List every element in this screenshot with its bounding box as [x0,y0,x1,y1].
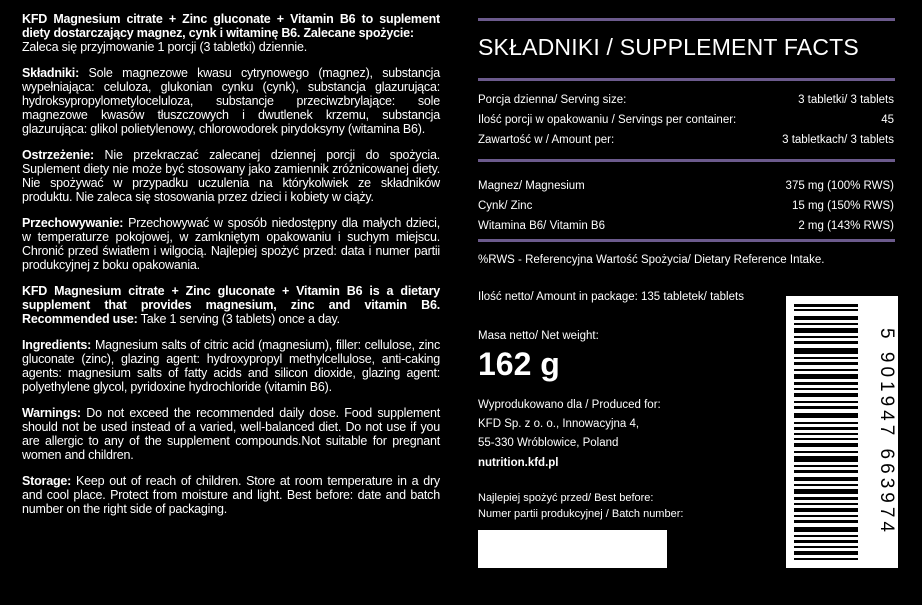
en-warning-label: Warnings: [22,406,81,420]
serving-row [478,94,894,106]
date-batch-print-area [478,530,667,568]
en-warning [22,406,440,462]
supplement-facts-title: SKŁADNIKI / SUPPLEMENT FACTS [478,34,859,60]
barcode-number: 5 901947 663974 [876,328,897,536]
nutrient-b6-label: Witamina B6/ Vitamin B6 [478,220,605,232]
amount-per-label: Zawartość w / Amount per: [478,134,615,146]
pl-storage-text: Przechowywać w sposób niedostępny dla małych dzieci, w temperaturze pokojowej, w zamkniętym opakowaniu i suchym miejscu. Chronić przed światłem i wilgocią. Najlepiej spożyć przed: data i numer partii produkcyjnej z boku opakowania. [22,216,440,272]
nutrient-row [478,200,894,212]
website: nutrition.kfd.pl [478,457,559,469]
nutrient-zinc-value: 15 mg (150% RWS) [791,200,894,212]
pl-ingredients-label: Składniki: [22,66,80,80]
serving-divider [478,159,895,162]
nutrient-divider [478,239,895,242]
pl-intro-bold: KFD Magnesium citrate + Zinc gluconate + Vitamin B6 to suplement diety dostarczający magnez, cynk i witaminę B6. Zalecane spożycie: [22,12,440,40]
en-intro-bold: KFD Magnesium citrate + Zinc gluconate + Vitamin B6 is a dietary supplement that provides magnesium, zinc and vitamin B6. Recommended use: [22,284,440,326]
serving-row [478,114,894,126]
nutrient-magnesium-value: 375 mg (100% RWS) [785,180,894,192]
pl-ingredients [22,66,440,136]
en-storage-text: Keep out of reach of children. Store at room temperature in a dry and cool place. Protect from moisture and light. Best before: date and batch number on the right side of packaging. [22,474,440,516]
left-text-column [22,12,440,528]
company-address: 55-330 Wróblowice, Poland [478,437,619,449]
en-intro [22,284,440,326]
en-warning-text: Do not exceed the recommended daily dose. Food supplement should not be used instead of a varied, well-balanced diet. Do not use if you are allergic to any of the supplement compounds.Not suitable for pregnant women and children. [22,406,440,462]
serving-size-value: 3 tabletki/ 3 tablets [798,94,894,106]
batch-number-label: Numer partii produkcyjnej / Batch number: [478,508,684,520]
company-name: KFD Sp. z o. o., Innowacyjna 4, [478,418,640,430]
pl-intro-text: Zaleca się przyjmowanie 1 porcji (3 tabletki) dziennie. [22,40,307,54]
nutrient-b6-value: 2 mg (143% RWS) [798,220,894,232]
serving-size-label: Porcja dzienna/ Serving size: [478,94,627,106]
net-amount: Ilość netto/ Amount in package: 135 tabletek/ tablets [478,291,744,303]
servings-per-container-label: Ilość porcji w opakowaniu / Servings per container: [478,114,737,126]
top-divider [478,18,895,21]
rws-note: %RWS - Referencyjna Wartość Spożycia/ Dietary Reference Intake. [478,254,825,266]
pl-storage-label: Przechowywanie: [22,216,124,230]
serving-row [478,134,894,146]
barcode-icon [786,296,874,568]
nutrient-zinc-label: Cynk/ Zinc [478,200,533,212]
nutrient-row [478,180,894,192]
title-divider [478,78,895,81]
pl-ingredients-text: Sole magnezowe kwasu cytrynowego (magnez), substancja wypełniająca: celuloza, glukonian cynku (cynk), substancja glazurująca: hydroksypropylometyloceluloza, substancje przeciwzbrylające: sole magnezowe kwasów tłuszczowych i dwutlenek krzemu, substancja glazurująca: glikol polietylenowy, chlorowodorek pirydoksyny (witamina B6). [22,66,440,136]
net-weight-value: 162 g [478,346,560,382]
pl-warning-label: Ostrzeżenie: [22,148,94,162]
pl-warning [22,148,440,204]
en-intro-text: Take 1 serving (3 tablets) once a day. [140,312,340,326]
en-ingredients-text: Magnesium salts of citric acid (magnesium), filler: cellulose, zinc gluconate (zinc), glazing agent: hydroxypropyl methylcellulose, anti-caking agents: magnesium salts of fatty acids and silicon dioxide, glazing agent: polyethylene glycol, pyridoxine hydrochloride (vitamin B6). [22,338,440,394]
pl-intro [22,12,440,54]
en-ingredients [22,338,440,394]
pl-storage [22,216,440,272]
servings-per-container-value: 45 [881,114,894,126]
en-storage-label: Storage: [22,474,72,488]
en-ingredients-label: Ingredients: [22,338,92,352]
nutrient-magnesium-label: Magnez/ Magnesium [478,180,585,192]
amount-per-value: 3 tabletkach/ 3 tablets [782,134,894,146]
pl-warning-text: Nie przekraczać zalecanej dziennej porcji do spożycia. Suplement diety nie może być stosowany jako zamiennik zróżnicowanej diety. Nie spożywać w przypadku uczulenia na którykolwiek ze składników produktu. Nie zaleca się stosowania przez dzieci i kobiety w ciąży. [22,148,440,204]
net-weight-label: Masa netto/ Net weight: [478,330,599,342]
barcode-number-wrap [874,296,898,568]
best-before-label: Najlepiej spożyć przed/ Best before: [478,492,654,504]
en-storage [22,474,440,516]
produced-for: Wyprodukowano dla / Produced for: [478,399,661,411]
nutrient-row [478,220,894,232]
